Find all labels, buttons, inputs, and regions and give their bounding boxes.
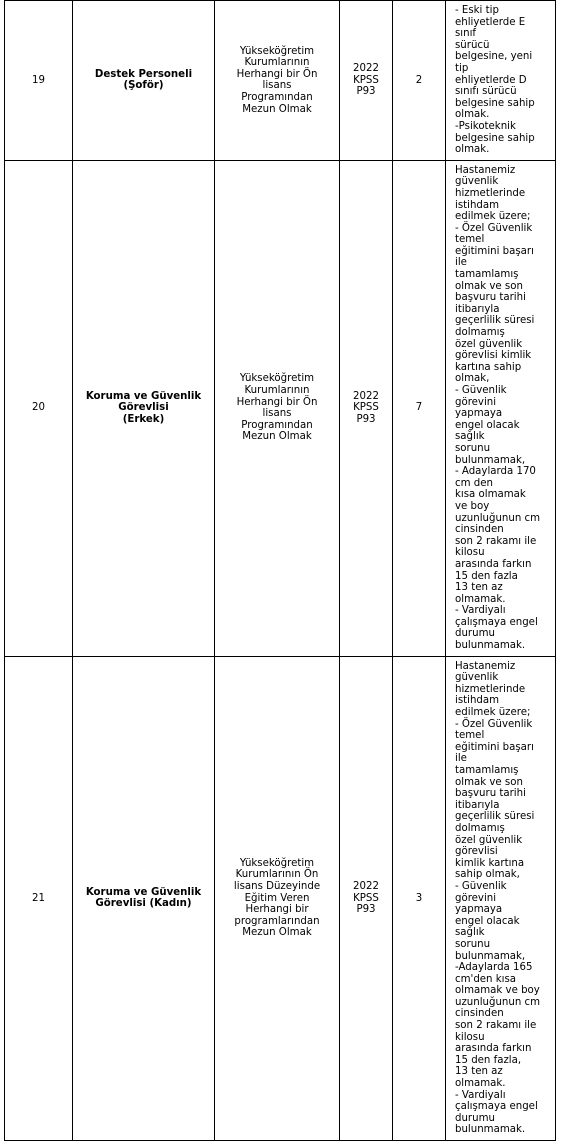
education-text: Yükseköğretim Kurumlarının Herhangi bir Ön lisans Programından Mezun Olmak [236,45,318,115]
row-number-text: 21 [32,892,45,904]
count-text: 3 [415,892,423,904]
row-number-text: 20 [32,402,45,414]
position-title-text: Destek Personeli (Şoför) [94,68,193,92]
row-number-text: 19 [32,74,45,86]
position-title [73,656,215,1140]
kpss-score-type [340,1,393,161]
table-row [5,656,556,1140]
kpss-text: 2022 KPSS P93 [353,390,379,425]
count-text: 7 [415,402,423,414]
requirements-text: Hastanemiz güvenlik hizmetlerinde istihdam edilmek üzere; - Özel Güvenlik temel eğitimini başarı ile tamamlamış olmak ve son başvuru tarihi itibarıyla geçerlilik süresi dolmamış özel güvenlik görevlisi kimlik kartına sahip olmak, - Güvenlik görevini yapmaya engel olacak sağlık sorunu bulunmamak, - Adaylarda 170 cm den kısa olmamak ve boy uzunluğunun cm cinsinden son 2 rakamı ile kilosu arasında farkın 15 den fazla 13 ten az olmamak. - Vardiyalı çalışmaya engel durumu bulunmamak. [455,164,541,652]
kpss-score-type [340,160,393,656]
special-requirements [446,160,556,656]
position-title-text: Koruma ve Güvenlik Görevlisi (Erkek) [85,390,202,425]
row-number [5,160,73,656]
education-requirement [215,1,340,161]
position-title [73,160,215,656]
position-count [393,160,446,656]
count-text: 2 [415,74,423,86]
special-requirements [446,656,556,1140]
position-count [393,656,446,1140]
table-row [5,160,556,656]
positions-table [4,0,556,1141]
row-number [5,656,73,1140]
position-title-text: Koruma ve Güvenlik Görevlisi (Kadın) [85,886,202,910]
kpss-text: 2022 KPSS P93 [353,62,379,98]
education-text: Yükseköğretim Kurumlarının Herhangi bir Ön lisans Programından Mezun Olmak [236,373,318,443]
position-title [73,1,215,161]
row-number [5,1,73,161]
position-count [393,1,446,161]
education-requirement [215,656,340,1140]
table-row [5,1,556,161]
kpss-text: 2022 KPSS P93 [353,880,379,916]
education-text: Yükseköğretim Kurumlarının Ön lisans Düzeyinde Eğitim Veren Herhangi bir programlarından Mezun Olmak [233,857,321,939]
special-requirements [446,1,556,161]
kpss-score-type [340,656,393,1140]
education-requirement [215,160,340,656]
requirements-text: - Eski tip ehliyetlerde E sınıf sürücü belgesine, yeni tip ehliyetlerde D sınıfı sürücü belgesine sahip olmak. -Psikoteknik belgesine sahip olmak. [455,5,535,156]
requirements-text: Hastanemiz güvenlik hizmetlerinde istihdam edilmek üzere; - Özel Güvenlik temel eğitimini başarı ile tamamlamış olmak ve son başvuru tarihi itibarıyla geçerlilik süresi dolmamış özel güvenlik görevlisi kimlik kartına sahip olmak, - Güvenlik görevini yapmaya engel olacak sağlık sorunu bulunmamak, -Adaylarda 165 cm'den kısa olmamak ve boy uzunluğunun cm cinsinden son 2 rakamı ile kilosu arasında farkın 15 den fazla, 13 ten az olmamak. - Vardiyalı çalışmaya engel durumu bulunmamak. [455,660,541,1136]
